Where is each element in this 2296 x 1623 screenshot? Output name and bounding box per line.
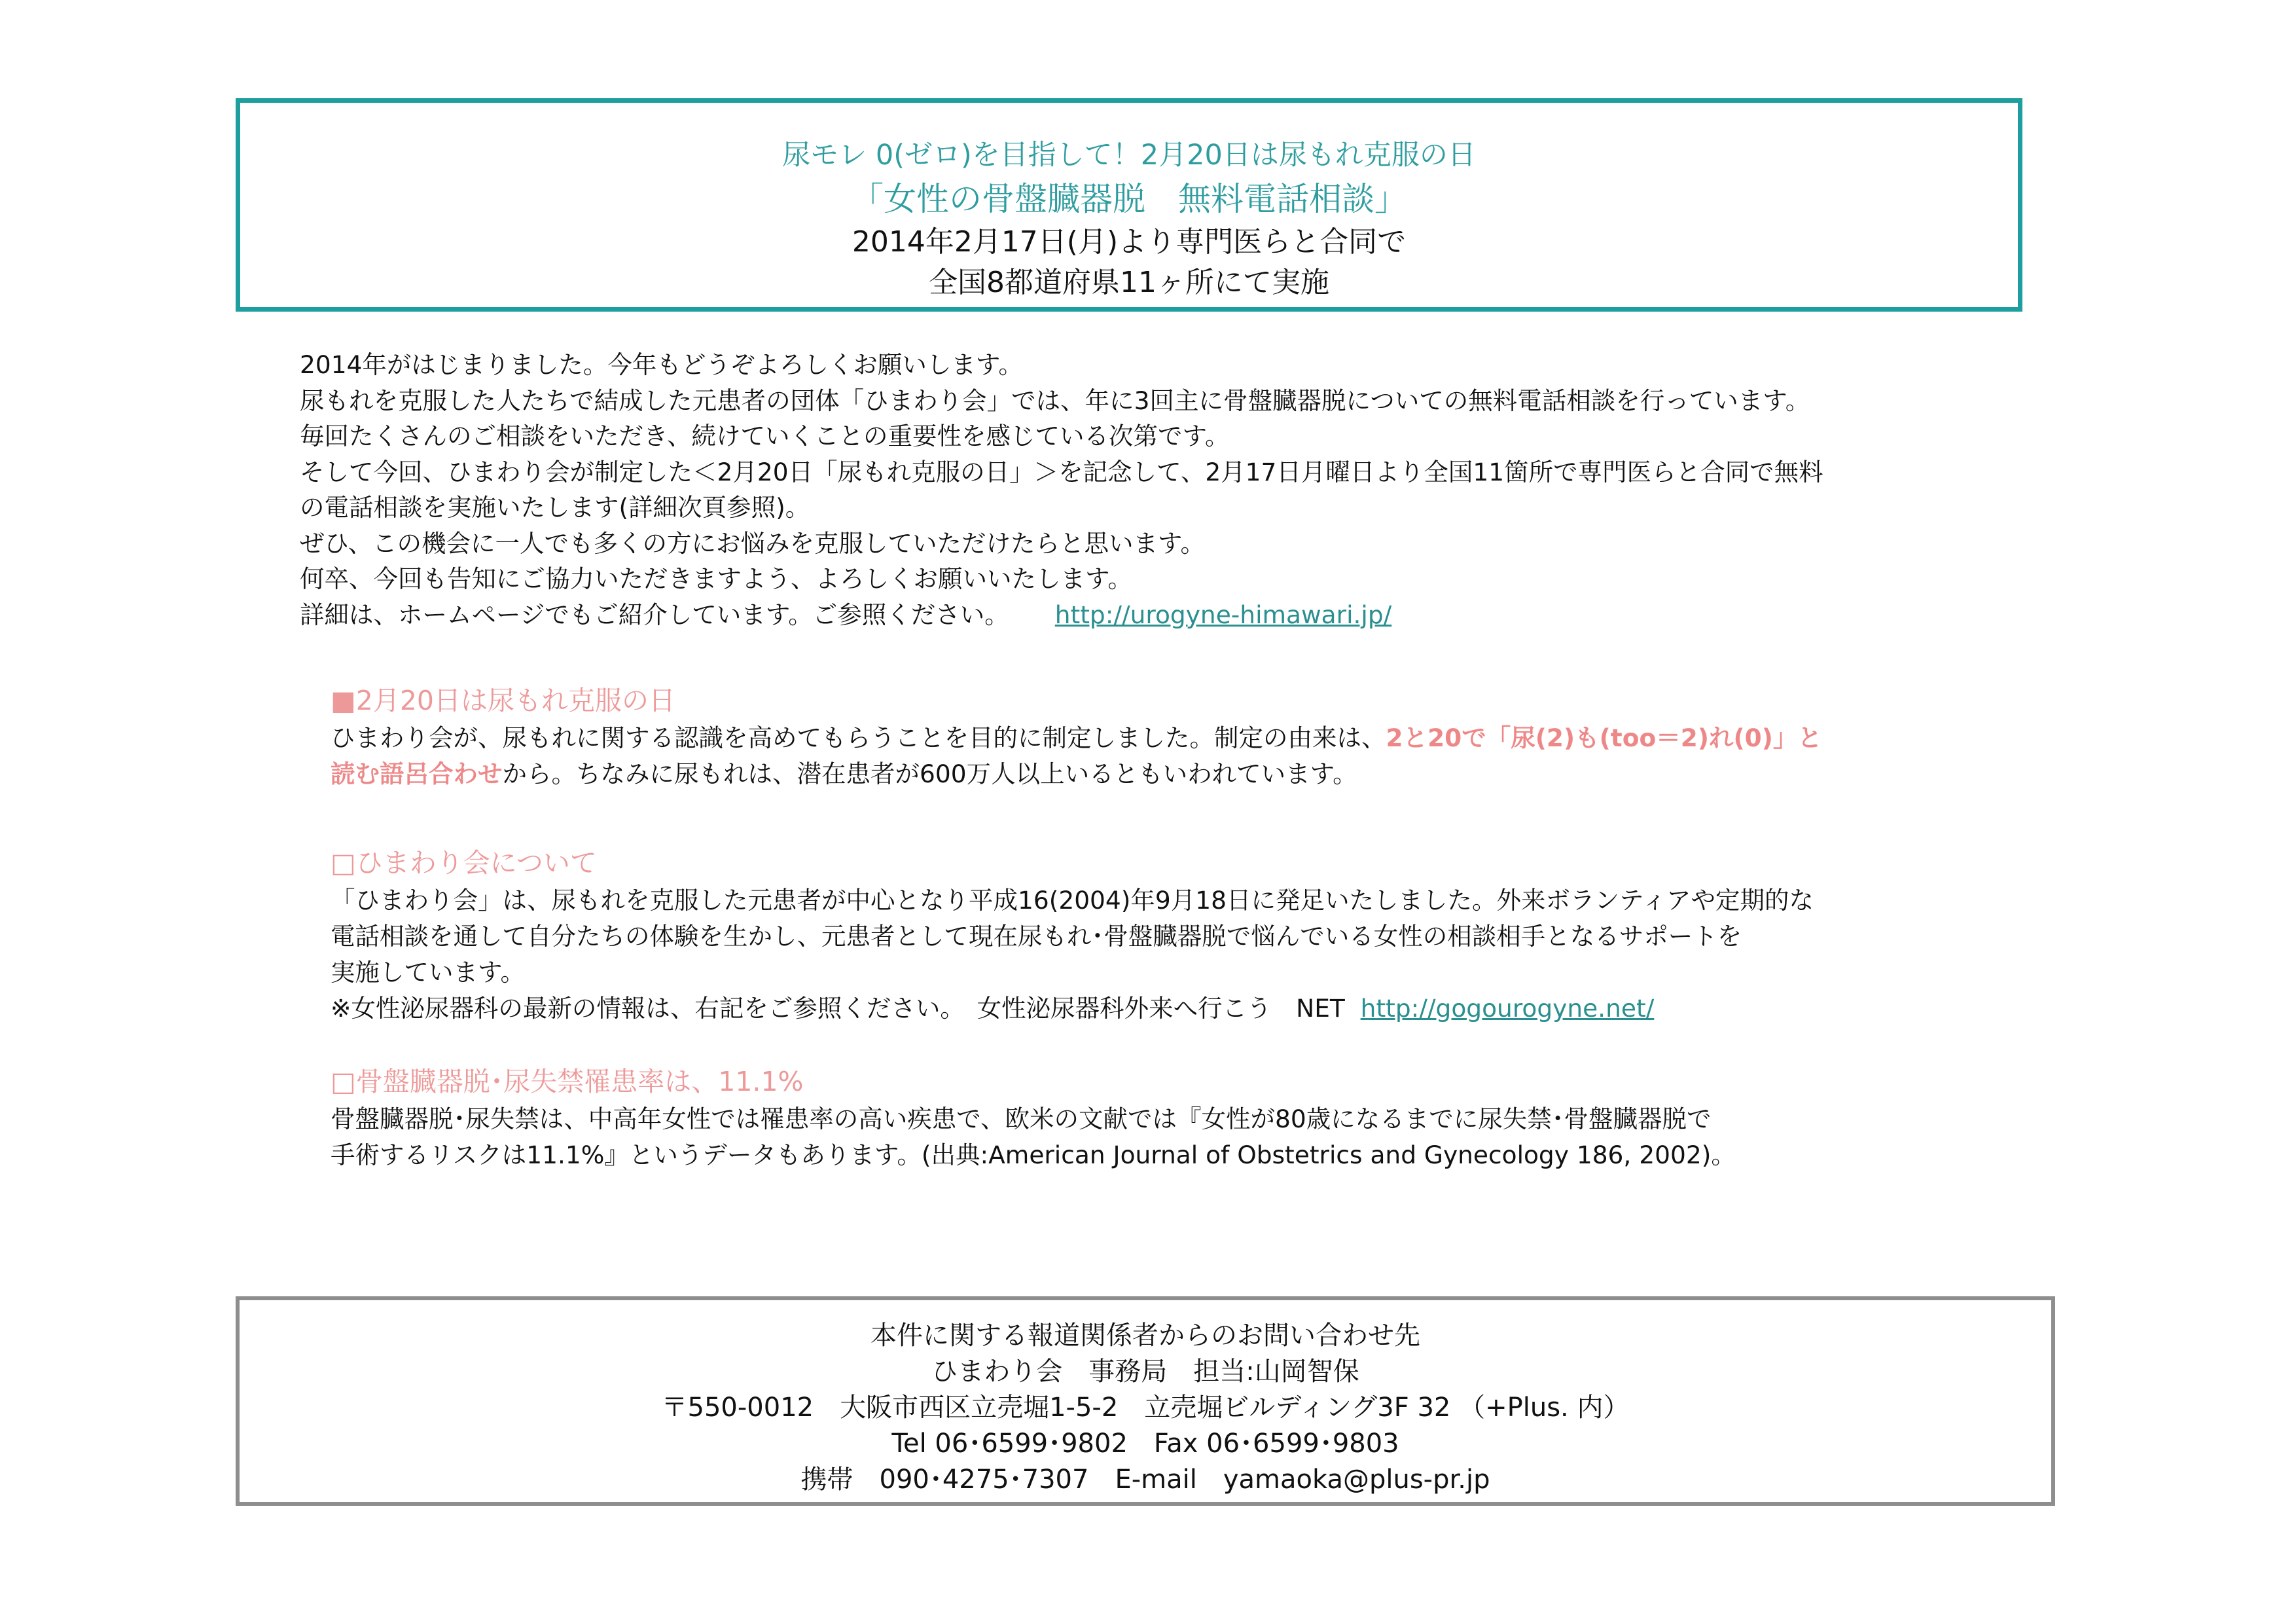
section-prevalence (331, 1062, 2098, 1173)
section-about (331, 843, 2098, 1027)
section-heading: □ひまわり会について (331, 847, 597, 879)
section-anniversary (331, 681, 2098, 792)
section-line (331, 991, 2098, 1027)
section-line: 実施しています。 (331, 958, 525, 987)
header-locations: 全国8都道府県11ヶ所にて実施 (929, 266, 1329, 299)
header-date: 2014年2月17日(月)より専門医らと合同で (852, 225, 1407, 259)
highlight-text: 2と20で「尿(2)も(too＝2)れ(0)」と (1386, 723, 1822, 752)
section-line (331, 756, 2098, 792)
intro-homepage-text: 詳細は、ホームページでもご紹介しています。ご参照ください。 (300, 600, 1009, 629)
section-text: ※女性泌尿器科の最新の情報は、右記をご参照ください。 女性泌尿器科外来へ行こう NET (331, 994, 1345, 1023)
homepage-link[interactable]: http://urogyne-himawari.jp/ (1054, 600, 1392, 629)
highlight-text: 読む語呂合わせ (331, 759, 503, 788)
section-text: ひまわり会が、尿もれに関する認識を高めてもらうことを目的に制定しました。制定の由来は、 (331, 723, 1386, 752)
section-line: 手術するリスクは11.1%』というデータもあります。(出典:American Journal of Obstetrics and Gynecology 186, 2002)。 (331, 1140, 1736, 1169)
header-box (236, 98, 2022, 312)
section-heading: ■2月20日は尿もれ克服の日 (331, 685, 675, 716)
header-title: 「女性の骨盤臓器脱 無料電話相談」 (851, 180, 1407, 218)
contact-person: ひまわり会 事務局 担当:山岡智保 (931, 1357, 1359, 1387)
section-line: 骨盤臓器脱･尿失禁は、中高年女性では罹患率の高い疾患で、欧米の文献では『女性が80歳になるまでに尿失禁･骨盤臓器脱で (331, 1104, 1712, 1133)
section-line: 「ひまわり会」は、尿もれを克服した元患者が中心となり平成16(2004)年9月18日に発足いたしました。外来ボランティアや定期的な (331, 886, 1814, 915)
intro-line-homepage (300, 597, 2067, 633)
intro-line: 尿もれを克服した人たちで結成した元患者の団体「ひまわり会」では、年に3回主に骨盤臓器脱についての無料電話相談を行っています。 (300, 386, 1810, 415)
contact-box (236, 1296, 2055, 1506)
gogourogyne-link[interactable]: http://gogourogyne.net/ (1360, 994, 1655, 1023)
intro-line: ぜひ、この機会に一人でも多くの方にお悩みを克服していただけたらと思います。 (300, 528, 1205, 558)
section-line (331, 720, 2098, 756)
contact-address: 〒550-0012 大阪市西区立売堀1-5-2 立売堀ビルディング3F 32 （+Plus. 内） (661, 1393, 1630, 1423)
intro-text (300, 347, 2067, 632)
intro-line: の電話相談を実施いたします(詳細次頁参照)。 (300, 493, 810, 522)
intro-line: 毎回たくさんのご相談をいただき、続けていくことの重要性を感じている次第です。 (300, 422, 1230, 450)
section-line: 電話相談を通して自分たちの体験を生かし、元患者として現在尿もれ･骨盤臓器脱で悩んでいる女性の相談相手となるサポートを (331, 922, 1742, 951)
section-text: から。ちなみに尿もれは、潜在患者が600万人以上いるともいわれています。 (502, 759, 1357, 788)
contact-heading: 本件に関する報道関係者からのお問い合わせ先 (870, 1321, 1420, 1351)
intro-line: 2014年がはじまりました。今年もどうぞよろしくお願いします。 (300, 350, 1023, 379)
contact-mobile-email: 携帯 090･4275･7307 E-mail yamaoka@plus-pr.jp (800, 1465, 1490, 1495)
header-tagline: 尿モレ 0(ゼロ)を目指して！2月20日は尿もれ克服の日 (782, 139, 1476, 172)
section-heading: □骨盤臓器脱･尿失禁罹患率は、11.1% (331, 1066, 804, 1097)
intro-line: そして今回、ひまわり会が制定した＜2月20日「尿もれ克服の日」＞を記念して、2月17日月曜日より全国11箇所で専門医らと合同で無料 (300, 457, 1823, 486)
contact-phone-fax: Tel 06･6599･9802 Fax 06･6599･9803 (891, 1429, 1399, 1459)
intro-line: 何卒、今回も告知にご協力いただきますよう、よろしくお願いいたします。 (300, 564, 1132, 593)
